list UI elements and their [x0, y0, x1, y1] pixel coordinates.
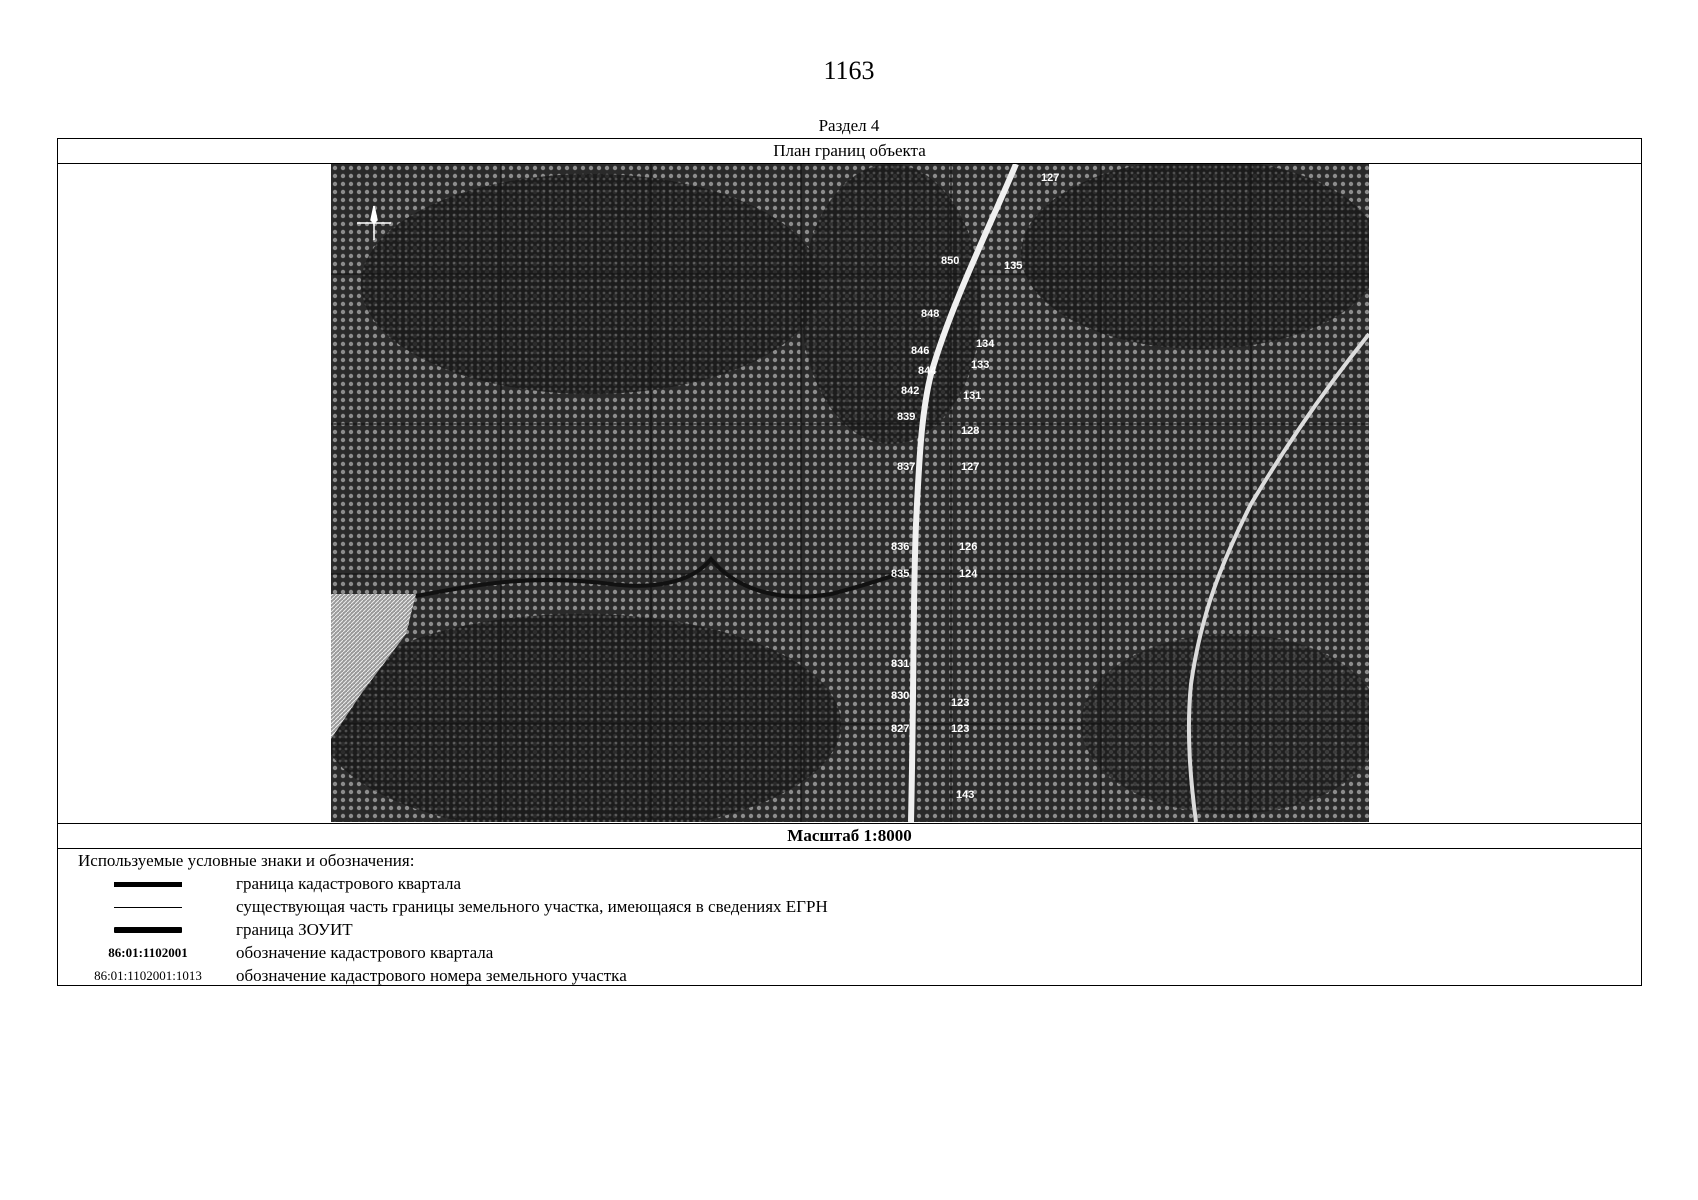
point-label: 131 — [963, 390, 982, 402]
point-label: 850 — [941, 255, 960, 267]
point-label: 827 — [891, 723, 910, 735]
plan-header: План границ объекта — [58, 139, 1641, 164]
point-label: 846 — [911, 345, 930, 357]
cadastral-quarter-sample: 86:01:1102001 — [108, 945, 188, 960]
map-scale: Масштаб 1:8000 — [58, 823, 1641, 849]
cadastral-number-designation-symbol — [78, 965, 218, 987]
point-label: 134 — [976, 338, 995, 350]
point-label: 124 — [959, 568, 978, 580]
legend-item — [58, 942, 1641, 964]
legend-item-text: обозначение кадастрового квартала — [236, 943, 494, 962]
legend-item-text: существующая часть границы земельного участка, имеющаяся в сведениях ЕГРН — [236, 897, 828, 916]
legend-item — [58, 873, 1641, 895]
point-label: 128 — [961, 425, 980, 437]
point-label: 836 — [891, 541, 910, 553]
point-label: 848 — [921, 308, 940, 320]
point-label: 127 — [1041, 172, 1060, 184]
point-label: 837 — [897, 461, 916, 473]
map-svg — [331, 164, 1369, 822]
legend — [58, 849, 1641, 985]
legend-item-text: граница кадастрового квартала — [236, 874, 461, 893]
forest-area — [361, 174, 821, 394]
legend-item — [58, 896, 1641, 918]
cadastral-quarter-designation-symbol — [78, 942, 218, 964]
legend-item-text: обозначение кадастрового номера земельного участка — [236, 966, 627, 985]
point-label: 127 — [961, 461, 980, 473]
map-image[interactable] — [331, 164, 1369, 822]
point-label: 143 — [956, 789, 975, 801]
point-label: 839 — [897, 411, 916, 423]
legend-title: Используемые условные знаки и обозначения: — [78, 851, 415, 870]
point-label: 835 — [891, 568, 910, 580]
point-label: 842 — [901, 385, 920, 397]
point-label: 123 — [951, 723, 970, 735]
legend-item-text: граница ЗОУИТ — [236, 920, 353, 939]
legend-item — [58, 965, 1641, 987]
section-title: Раздел 4 — [818, 116, 880, 135]
point-label: 133 — [971, 359, 990, 371]
point-label: 123 — [951, 697, 970, 709]
cadastral-number-sample: 86:01:1102001:1013 — [94, 968, 202, 983]
point-label: 126 — [959, 541, 978, 553]
point-label: 844 — [918, 365, 937, 377]
point-label: 135 — [1004, 260, 1023, 272]
point-label: 831 — [891, 658, 910, 670]
legend-item — [58, 919, 1641, 941]
point-label: 830 — [891, 690, 910, 702]
page-number: 1163 — [823, 56, 875, 85]
land-plot-boundary-symbol — [78, 896, 218, 918]
boundary-plan-table — [57, 138, 1642, 986]
cadastral-quarter-boundary-symbol — [78, 873, 218, 895]
zouit-boundary-symbol — [78, 919, 218, 941]
